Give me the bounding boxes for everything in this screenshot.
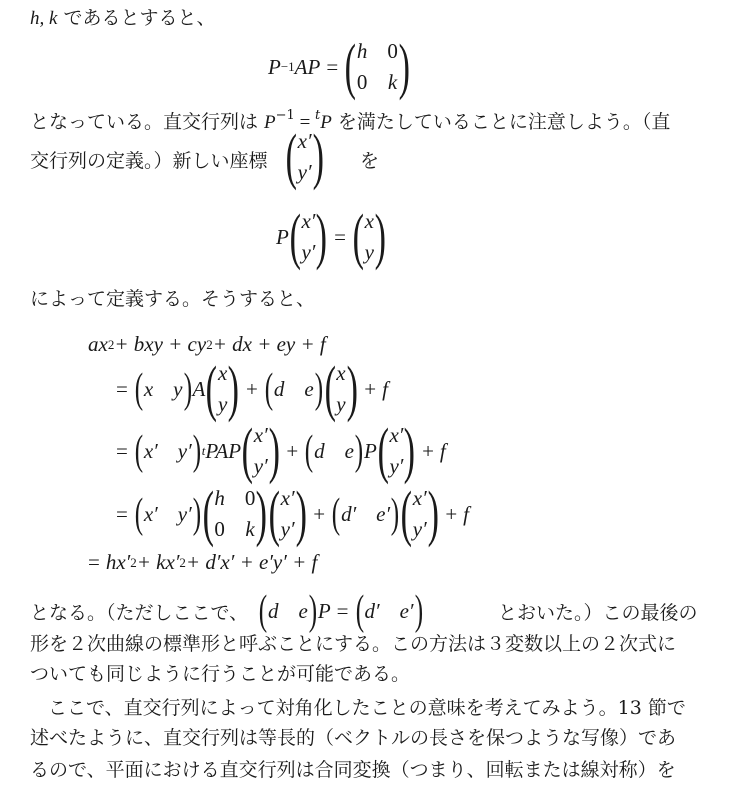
paren-left: ( [268,480,281,548]
row-vector [365,599,414,624]
row-vector [144,502,192,527]
paren-right: ) [316,203,328,271]
vector-cell: x′ [143,438,158,463]
row-vector [274,377,314,402]
paren-left: ( [285,123,298,191]
vector-body [254,423,268,479]
text-fragment: を満たしていることに注意しよう。（直 [331,111,671,133]
vector-cell: e [344,438,354,463]
math-AP: AP [294,54,321,79]
math-equals: = [336,598,349,623]
paren-left: ( [304,428,314,474]
text-fragment: であるとすると、 [57,7,216,29]
paren-right: ) [227,355,240,423]
derivation-line-3 [110,417,446,485]
paren-left: ( [331,491,341,537]
vector-cell: x′ [412,486,427,510]
math-P: P [317,598,331,623]
paren-left: ( [134,491,144,537]
math-exponent: 2 [206,336,213,352]
paren-left: ( [241,417,254,485]
math-f: f [382,376,388,401]
vector-cell: y [364,240,374,264]
math-plus: + [445,501,458,526]
text-fragment: ここで、直交行列によって対角化したことの意味を考えてみよう。13 節で [48,697,686,719]
vector-cell: x′ [389,423,404,447]
vector-cell: y [217,392,228,416]
paren-right: ) [312,123,324,191]
vector-cell: d′ [364,598,380,623]
text-line-14 [30,632,676,656]
text-fragment: るので、平面における直交行列は合同変換（つまり、回転または線対称）を [30,759,676,781]
paren-right: ) [308,588,318,634]
math-equals: = [116,501,128,526]
vector-cell: x′ [297,129,312,153]
vector-cell: d [268,598,279,623]
vector-body [336,361,345,417]
text-fragment: となる。（ただしここで、 [30,602,249,624]
paren-left: ( [352,203,364,271]
vector-body [413,486,427,542]
inline-math-de [258,590,424,632]
math-f: f [463,501,470,526]
matrix-cell: h [214,486,225,510]
text-fragment: 形を２次曲線の標準形と呼ぶことにする。この方法は３変数以上の２次式に [30,633,677,655]
vector-cell: y′ [301,240,316,264]
matrix-cell: k [245,517,255,541]
paren-left: ( [258,588,268,634]
text-line-13 [30,601,248,625]
paren-right: ) [398,33,410,101]
text-fragment: とおいた。）この最後の [498,602,698,624]
paren-right: ) [314,366,323,412]
math-exponent: 2 [107,336,115,352]
matrix-cell: 0 [387,39,398,63]
vector-cell: x [217,361,228,385]
vector-cell: x′ [301,209,316,233]
vector-xpyp-inline [285,123,324,191]
math-P: P [320,112,332,133]
math-term: ax [88,332,108,356]
math-f: f [439,438,446,463]
vector-cell: y′ [412,517,427,541]
text-fragment: によって定義する。そうすると、 [30,288,316,310]
row-vector [314,439,354,464]
derivation-line-4 [110,480,470,548]
matrix-cell: k [387,70,398,94]
vector-body [281,486,295,542]
math-exponent: 2 [130,554,137,570]
matrix-hk [214,486,255,542]
math-P: P [264,112,276,133]
matrix-hk [357,39,398,95]
text-fragment: 交行列の定義。）新しい座標 [30,150,268,172]
math-exponent: 2 [179,554,186,570]
paren-right: ) [192,428,201,474]
vector-cell: d [273,376,285,401]
math-term: + bxy + cy [114,332,207,356]
derivation-line-5 [88,550,317,575]
text-line-3: となっている。直交行列は $P^{-1} = ^tP$ を満たしていることに注意しよう。（直 [30,108,671,133]
text-line-15 [30,662,410,686]
math-plus: + [422,438,434,463]
text-line-16 [48,696,686,720]
math-P: P [268,54,281,79]
paren-right: ) [374,203,386,271]
math-plus: + [313,501,326,526]
math-term: hx′ [105,550,131,574]
paren-right: ) [192,491,201,537]
paren-right: ) [255,480,268,548]
text-line-1 [30,6,215,31]
vector-cell: y′ [253,454,268,478]
math-transpose: t [201,443,206,458]
math-inverse: −1 [280,59,295,74]
paren-left: ( [324,355,336,423]
vector-body [389,423,403,479]
math-P: P [364,438,377,463]
vector-cell: y′ [280,517,295,541]
paren-left: ( [205,355,218,423]
vector-cell: x [143,376,154,401]
math-term: + kx′ [136,550,180,574]
paren-left: ( [355,588,364,634]
row-vector [144,377,183,402]
vector-cell: d [314,438,325,463]
paren-right: ) [268,417,280,485]
math-equals: = [334,224,346,249]
paren-left: ( [377,417,389,485]
paren-left: ( [289,203,301,271]
derivation-line-1 [88,332,326,357]
vector-cell: y′ [389,454,404,478]
text-line-4 [30,149,268,173]
paren-right: ) [295,480,307,548]
paren-left: ( [134,428,144,474]
math-equals: = [116,376,128,401]
row-vector [341,502,390,527]
paren-left: ( [134,366,144,412]
vector-cell: x′ [280,486,295,510]
vector-cell: e′ [376,501,391,526]
math-P: P [276,224,289,249]
math-PAP: PAP [205,438,242,463]
paren-right: ) [414,588,423,634]
vector-cell: y [336,392,346,416]
vector-cell: x′ [143,501,158,526]
vector-cell: e′ [399,598,414,623]
math-inverse: −1 [275,108,295,123]
math-equals: = [326,54,339,79]
math-plus: + [245,376,258,401]
derivation-line-2 [110,355,388,423]
vector-body [298,129,312,185]
matrix-cell: 0 [244,486,256,510]
paren-left: ( [344,33,357,101]
equation-coordinate-change [276,203,387,271]
paren-right: ) [404,417,416,485]
math-plus: + [364,376,377,401]
vector-cell: e [304,376,314,401]
math-plus: + [286,438,299,463]
row-vector [144,439,192,464]
vector-body [218,361,227,417]
vector-cell: y [173,376,183,401]
paren-right: ) [427,480,439,548]
math-equals: = [116,438,128,463]
equation-diagonalization [268,33,410,101]
paren-right: ) [183,366,192,412]
text-line-13b [498,601,698,625]
vector-body [301,209,315,265]
vector-cell: y′ [297,160,312,184]
matrix-cell: 0 [214,517,225,541]
vector-cell: x [336,361,346,385]
paren-left: ( [400,480,413,548]
vector-cell: d′ [341,501,357,526]
math-vars-hk: h, k [30,8,58,29]
vector-cell: x′ [253,423,268,447]
text-fragment: ついても同じように行うことが可能である。 [30,663,411,685]
text-fragment: を [360,150,380,172]
paren-left: ( [264,366,274,412]
matrix-cell: h [356,39,368,63]
paren-right: ) [354,428,364,474]
matrix-cell: 0 [356,70,368,94]
math-term: + d′x′ + e′y′ + f [185,550,318,574]
text-line-6 [30,287,315,311]
math-transpose: t [315,108,321,123]
paren-left: ( [202,480,214,548]
vector-cell: e [298,598,308,623]
math-equals: = [88,550,100,574]
text-fragment: となっている。直交行列は [30,111,265,133]
vector-cell: y′ [177,501,192,526]
text-fragment: 述べたように、直交行列は等長的（ベクトルの長さを保つような写像）であ [30,727,677,749]
row-vector [268,599,308,624]
vector-body [365,209,374,265]
text-line-17 [30,726,676,750]
math-term: + dx + ey + f [212,332,326,356]
math-A: A [192,376,206,401]
paren-right: ) [390,491,400,537]
paren-right: ) [346,355,358,423]
vector-cell: x [364,209,374,233]
text-line-18 [30,758,676,782]
vector-cell: y′ [177,438,192,463]
text-line-4b [360,149,379,173]
